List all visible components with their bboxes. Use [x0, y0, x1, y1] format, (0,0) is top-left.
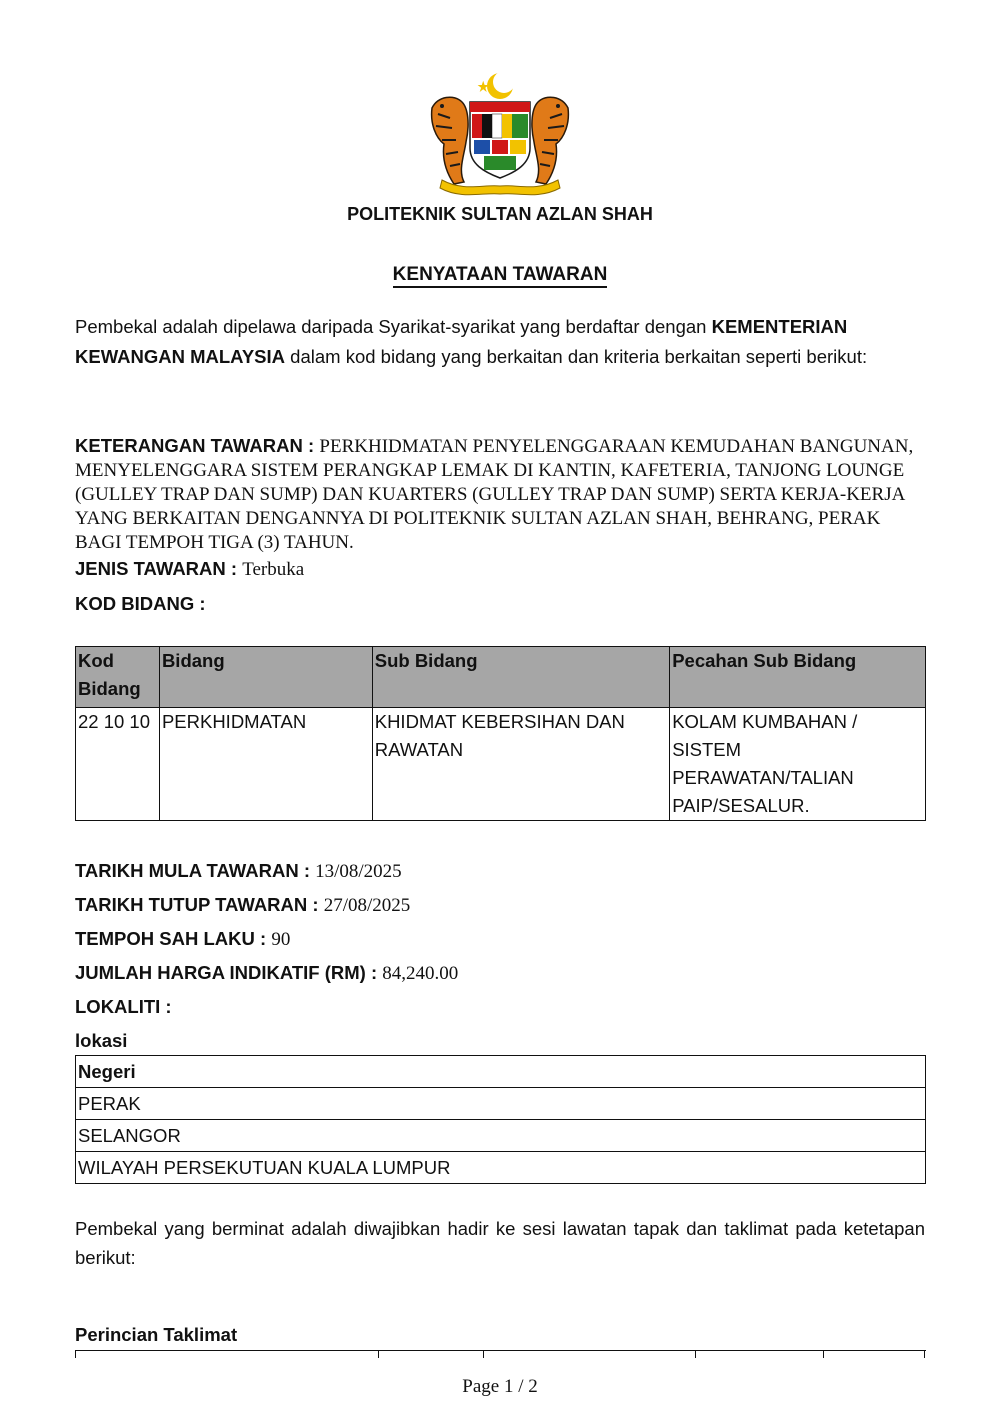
column-header: Pecahan Sub Bidang — [670, 647, 926, 708]
institution-name: POLITEKNIK SULTAN AZLAN SHAH — [347, 204, 653, 224]
intro-paragraph — [75, 312, 925, 372]
briefing-heading: Perincian Taklimat — [75, 1324, 238, 1345]
column-header: Negeri — [76, 1056, 926, 1088]
close-date — [75, 894, 925, 917]
column-header: Bidang — [159, 647, 372, 708]
document-title: KENYATAAN TAWARAN — [0, 264, 1000, 286]
table-row — [76, 1152, 926, 1184]
close-date-value: 27/08/2025 — [323, 895, 411, 916]
table-divider — [75, 1350, 76, 1358]
validity-period-value: 90 — [271, 929, 291, 950]
locality-heading: LOKALITI : — [75, 996, 172, 1017]
table-divider — [378, 1350, 379, 1358]
table-row — [76, 708, 926, 821]
table-header-row — [76, 1056, 926, 1088]
briefing-table-top-border — [75, 1350, 926, 1351]
table-cell: 22 10 10 — [76, 708, 160, 821]
table-divider — [924, 1350, 925, 1358]
table-cell: WILAYAH PERSEKUTUAN KUALA LUMPUR — [76, 1152, 926, 1184]
offer-description-value: PERKHIDMATAN PENYELENGGARAAN KEMUDAHAN BANGUNAN, MENYELENGGARA SISTEM PERANGKAP LEMAK DI KANTIN, KAFETERIA, TANJONG LOUNGE (GULLEY TRAP DAN SUMP) DAN KUARTERS (GULLEY TRAP DAN SUMP) SERTA KERJA-KERJA YANG BERKAITAN DENGANNYA DI POLITEKNIK SULTAN AZLAN SHAH, BEHRANG, PERAK BAGI TEMPOH TIGA (3) TAHUN. — [75, 436, 914, 553]
kod-bidang-heading: KOD BIDANG : — [75, 593, 206, 614]
location-label: lokasi — [75, 1030, 128, 1051]
table-cell: PERAK — [76, 1088, 926, 1120]
offer-type-label: JENIS TAWARAN : — [75, 558, 238, 579]
table-header-row — [76, 647, 926, 708]
intro-text-end: dalam kod bidang yang berkaitan dan kriteria berkaitan seperti berikut: — [285, 346, 868, 367]
start-date-value: 13/08/2025 — [315, 861, 402, 882]
close-date-label: TARIKH TUTUP TAWARAN : — [75, 894, 319, 915]
start-date — [75, 860, 925, 883]
table-divider — [695, 1350, 696, 1358]
field-code-table — [75, 646, 926, 821]
validity-period — [75, 928, 925, 951]
table-cell: SELANGOR — [76, 1120, 926, 1152]
indicative-price — [75, 962, 925, 985]
briefing-paragraph: Pembekal yang berminat adalah diwajibkan hadir ke sesi lawatan tapak dan taklimat pada ketetapan berikut: — [75, 1218, 925, 1268]
page-number: Page 1 / 2 — [462, 1376, 538, 1397]
indicative-price-label: JUMLAH HARGA INDIKATIF (RM) : — [75, 962, 378, 983]
start-date-label: TARIKH MULA TAWARAN : — [75, 860, 310, 881]
offer-description — [75, 434, 925, 555]
table-row — [76, 1088, 926, 1120]
coat-of-arms-icon — [424, 68, 576, 196]
offer-description-label: KETERANGAN TAWARAN : — [75, 435, 315, 456]
indicative-price-value: 84,240.00 — [382, 963, 459, 984]
table-cell: PERKHIDMATAN — [159, 708, 372, 821]
table-cell: KHIDMAT KEBERSIHAN DAN RAWATAN — [372, 708, 669, 821]
column-header: Sub Bidang — [372, 647, 669, 708]
table-divider — [823, 1350, 824, 1358]
validity-period-label: TEMPOH SAH LAKU : — [75, 928, 267, 949]
intro-ministry: KEMENTERIAN KEWANGAN MALAYSIA — [75, 316, 848, 367]
offer-type-value: Terbuka — [242, 559, 305, 580]
column-header: Kod Bidang — [76, 647, 160, 708]
location-table — [75, 1055, 926, 1184]
table-row — [76, 1120, 926, 1152]
table-cell: KOLAM KUMBAHAN / SISTEM PERAWATAN/TALIAN PAIP/SESALUR. — [670, 708, 926, 821]
table-divider — [483, 1350, 484, 1358]
offer-type — [75, 558, 925, 581]
intro-text-start: Pembekal adalah dipelawa daripada Syarikat-syarikat yang berdaftar dengan — [75, 316, 712, 337]
